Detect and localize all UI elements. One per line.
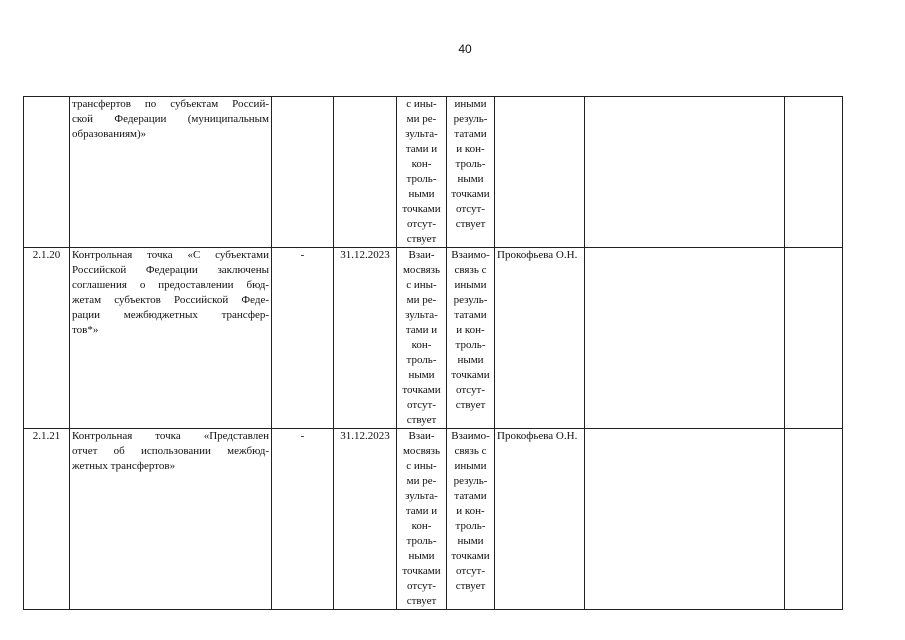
name-line: соглашения о предоставлении бюд- <box>72 279 269 291</box>
link2-line: отсут- <box>455 384 485 396</box>
table-row <box>24 97 843 248</box>
item-responsible <box>495 429 585 610</box>
name-line: Российской Федерации заключены <box>72 264 269 276</box>
link2-line: иными <box>454 279 487 291</box>
item-name <box>70 429 272 610</box>
table-row <box>24 248 843 429</box>
link1-line: отсут- <box>406 580 436 592</box>
table-row <box>24 429 843 610</box>
link2-line: троль- <box>455 520 486 532</box>
link1-line: Взаи- <box>408 430 435 442</box>
link1-line: с ины- <box>406 98 437 110</box>
link2-line: иными <box>454 460 487 472</box>
link2-line: Взаимо- <box>451 430 490 442</box>
link1-line: Взаи- <box>408 249 435 261</box>
link2-line: и кон- <box>456 143 485 155</box>
link1-line: ствует <box>406 233 437 245</box>
item-link-1 <box>397 97 447 248</box>
item-responsible-text: Прокофьева О.Н. <box>497 249 578 261</box>
link1-line: ными <box>408 369 435 381</box>
item-name <box>70 97 272 248</box>
name-line: жетам субъектов Российской Феде- <box>72 294 269 306</box>
name-line: ской Федерации (муниципальным <box>72 113 269 125</box>
link1-line: зульта- <box>405 309 438 321</box>
item-link-2 <box>447 97 495 248</box>
item-name <box>70 248 272 429</box>
name-line: образованиям)» <box>72 128 147 140</box>
item-link-2 <box>447 429 495 610</box>
link2-line: отсут- <box>455 565 485 577</box>
item-col3 <box>272 429 334 610</box>
link2-line: иными <box>454 98 487 110</box>
link1-line: отсут- <box>406 218 436 230</box>
item-date <box>334 248 397 429</box>
link2-line: точками <box>451 188 490 200</box>
item-col9 <box>785 429 843 610</box>
name-line: тов*» <box>72 324 99 336</box>
name-line: Контрольная точка «С субъектами <box>72 249 269 261</box>
link1-line: точками <box>402 203 441 215</box>
item-number <box>24 248 70 429</box>
item-col3 <box>272 248 334 429</box>
name-line: отчет об использовании межбюд- <box>72 445 269 457</box>
link2-line: ствует <box>455 399 486 411</box>
link1-line: зульта- <box>405 128 438 140</box>
item-responsible-text: Прокофьева О.Н. <box>497 430 578 442</box>
link1-line: троль- <box>406 173 437 185</box>
link2-line: связь с <box>454 264 487 276</box>
name-line: трансфертов по субъектам Россий- <box>72 98 269 110</box>
item-col3-text: - <box>300 430 305 442</box>
link2-line: ствует <box>455 218 486 230</box>
item-link-1 <box>397 248 447 429</box>
link1-line: кон- <box>411 339 432 351</box>
link1-line: зульта- <box>405 490 438 502</box>
item-col8 <box>585 97 785 248</box>
link2-line: троль- <box>455 339 486 351</box>
link1-line: троль- <box>406 535 437 547</box>
link1-line: с ины- <box>406 460 437 472</box>
link1-line: точками <box>402 565 441 577</box>
name-line: Контрольная точка «Представлен <box>72 430 269 442</box>
link1-line: отсут- <box>406 399 436 411</box>
link2-line: точками <box>451 369 490 381</box>
link1-line: мосвязь <box>402 445 441 457</box>
item-link-2 <box>447 248 495 429</box>
link2-line: ными <box>457 354 484 366</box>
link2-line: Взаимо- <box>451 249 490 261</box>
link1-line: тами и <box>405 143 438 155</box>
link1-line: кон- <box>411 158 432 170</box>
item-number-text: 2.1.21 <box>32 430 61 442</box>
item-responsible <box>495 248 585 429</box>
item-number <box>24 429 70 610</box>
link1-line: мосвязь <box>402 264 441 276</box>
link2-line: ными <box>457 535 484 547</box>
page-number: 40 <box>458 42 472 56</box>
link1-line: ствует <box>406 595 437 607</box>
link2-line: резуль- <box>453 294 488 306</box>
item-number <box>24 97 70 248</box>
link1-line: ми ре- <box>406 294 437 306</box>
link1-line: ствует <box>406 414 437 426</box>
item-date-text: 31.12.2023 <box>340 249 390 261</box>
link2-line: ными <box>457 173 484 185</box>
item-date <box>334 97 397 248</box>
link1-line: точками <box>402 384 441 396</box>
link2-line: татами <box>454 490 487 502</box>
link2-line: точками <box>451 550 490 562</box>
item-responsible <box>495 97 585 248</box>
link1-line: с ины- <box>406 279 437 291</box>
item-col8 <box>585 248 785 429</box>
link2-line: связь с <box>454 445 487 457</box>
link2-line: отсут- <box>455 203 485 215</box>
name-line: рации межбюджетных трансфер- <box>72 309 269 321</box>
link2-line: троль- <box>455 158 486 170</box>
item-col9 <box>785 248 843 429</box>
link2-line: татами <box>454 309 487 321</box>
name-line: жетных трансфертов» <box>72 460 176 472</box>
control-points-table <box>23 96 843 610</box>
item-date <box>334 429 397 610</box>
item-date-text: 31.12.2023 <box>340 430 390 442</box>
item-col3 <box>272 97 334 248</box>
link1-line: кон- <box>411 520 432 532</box>
item-col8 <box>585 429 785 610</box>
link2-line: резуль- <box>453 113 488 125</box>
link1-line: ми ре- <box>406 475 437 487</box>
link1-line: ными <box>408 188 435 200</box>
item-link-1 <box>397 429 447 610</box>
link1-line: ными <box>408 550 435 562</box>
link2-line: и кон- <box>456 324 485 336</box>
link1-line: ми ре- <box>406 113 437 125</box>
link2-line: и кон- <box>456 505 485 517</box>
item-number-text: 2.1.20 <box>32 249 61 261</box>
link2-line: татами <box>454 128 487 140</box>
link1-line: троль- <box>406 354 437 366</box>
item-col9 <box>785 97 843 248</box>
link1-line: тами и <box>405 505 438 517</box>
item-col3-text: - <box>300 249 305 261</box>
link1-line: тами и <box>405 324 438 336</box>
link2-line: резуль- <box>453 475 488 487</box>
link2-line: ствует <box>455 580 486 592</box>
